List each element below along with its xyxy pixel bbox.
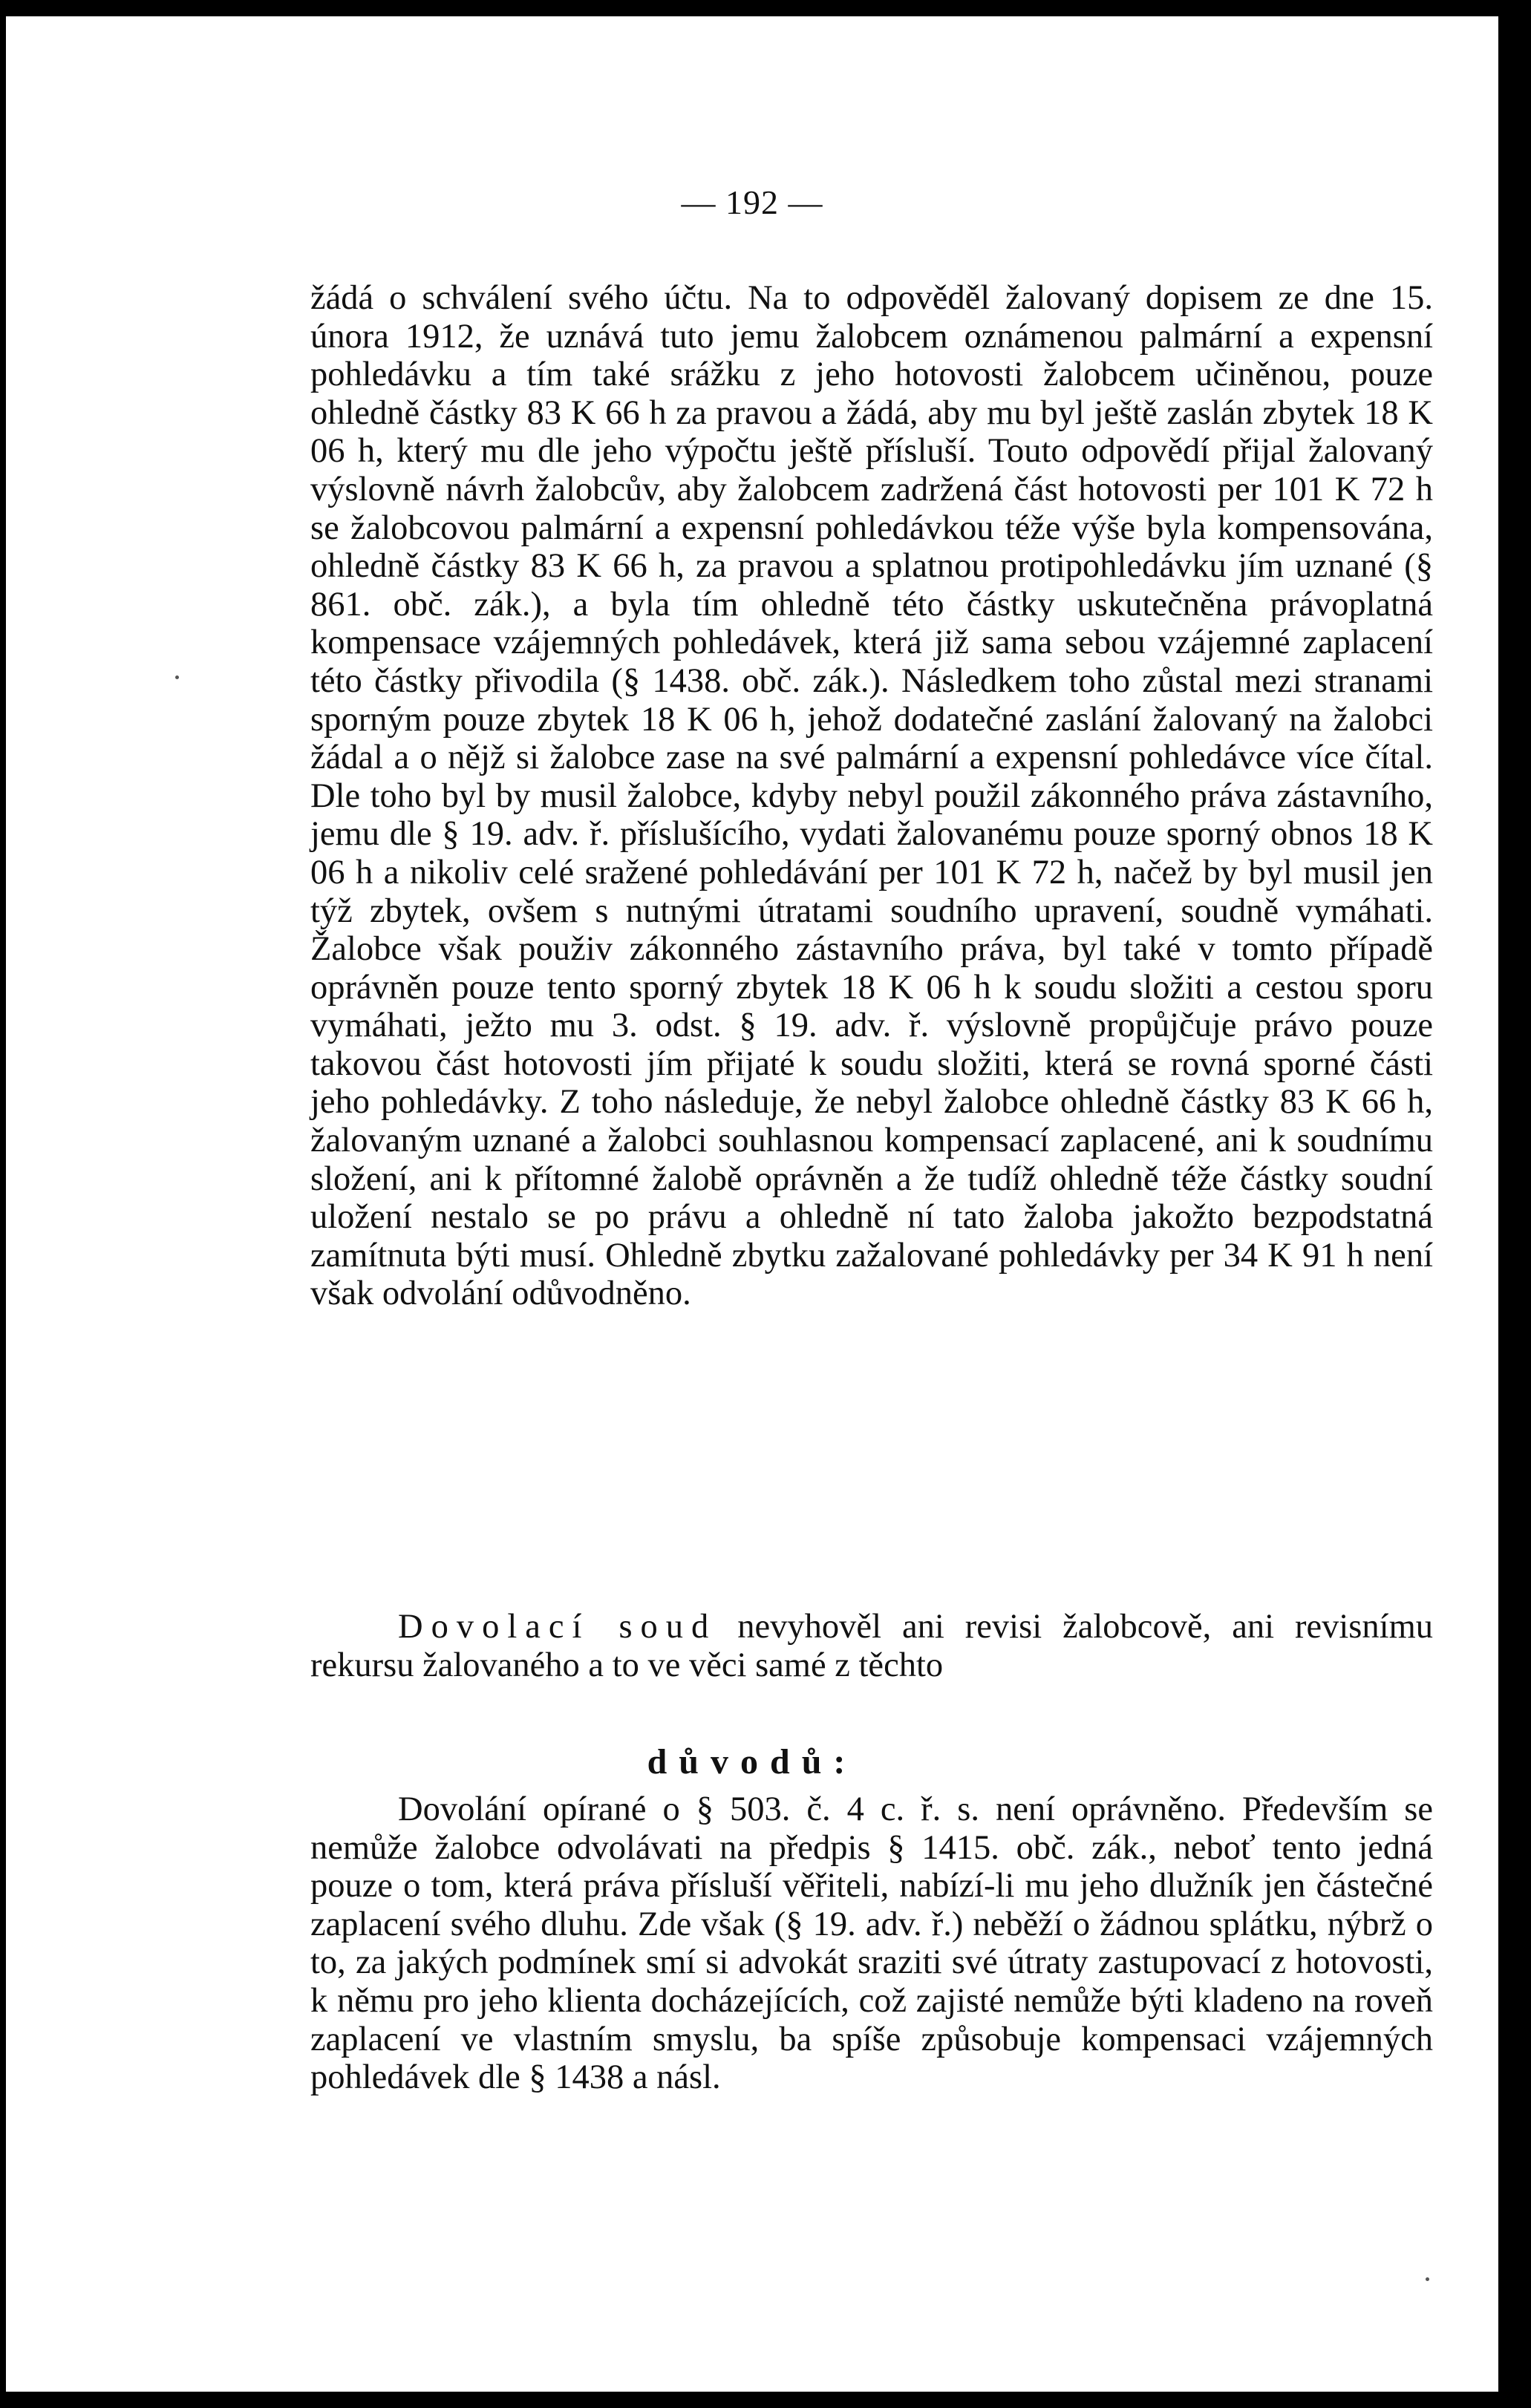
spaced-lead-text: Dovolací soud xyxy=(398,1608,717,1646)
paragraph-decision xyxy=(310,1608,1433,1684)
paragraph-continuation: žádá o schválení svého účtu. Na to odpověděl žalovaný dopisem ze dne 15. února 1912, že uznává tuto jemu žalobcem oznámenou palmární a expensní pohledávku a tím také srážku z jeho hotovosti žalobcem učiněnou, pouze ohledně částky 83 K 66 h za pravou a žádá, aby mu byl ještě zaslán zbytek 18 K 06 h, který mu dle jeho výpočtu ještě přísluší. Touto odpovědí přijal žalovaný výslovně návrh žalobcův, aby žalobcem zadržená část hotovosti per 101 K 72 h se žalobcovou palmární a expensní pohledávkou téže výše byla kompensována, ohledně částky 83 K 66 h, za pravou a splatnou protipohledávku jím uznané (§ 861. obč. zák.), a byla tím ohledně této částky uskutečněna právoplatná kompensace vzájemných pohledávek, která již sama sebou vzájemné zaplacení této částky přivodila (§ 1438. obč. zák.). Následkem toho zůstal mezi stranami sporným pouze zbytek 18 K 06 h, jehož dodatečné zaslání žalovaný na žalobci žádal a o nějž si žalobce zase na své palmární a expensní pohledávce více čítal. Dle toho byl by musil žalobce, kdyby nebyl použil zákonného práva zástavního, jemu dle § 19. adv. ř. příslušícího, vydati žalovanému pouze sporný obnos 18 K 06 h a nikoliv celé sražené pohledávání per 101 K 72 h, načež by byl musil jen týž zbytek, ovšem s nutnými útratami soudního upravení, soudně vymáhati. Žalobce však použiv zákonného zástavního práva, byl také v tomto případě oprávněn pouze tento sporný zbytek 18 K 06 h k soudu složiti a cestou sporu vymáhati, ježto mu 3. odst. § 19. adv. ř. výslovně propůjčuje právo pouze takovou část hotovosti jím přijaté k soudu složiti, která se rovná sporné části jeho pohledávky. Z toho následuje, že nebyl žalobce ohledně částky 83 K 66 h, žalovaným uznané a žalobci souhlasnou kompensací zaplacené, ani k soudnímu složení, ani k přítomné žalobě oprávněn a že tudíž ohledně téže částky soudní uložení nestalo se po právu a ohledně ní tato žaloba jakožto bezpodstatná zamítnuta býti musí. Ohledně zbytku zažalované pohledávky per 34 K 91 h není však odvolání odůvodněno. xyxy=(310,279,1433,1313)
section-heading: důvodů: xyxy=(647,1742,858,1782)
paragraph-decision-rest: nevyhověl ani revisi žalobcově, ani revisnímu rekursu žalovaného a to ve věci samé z těchto xyxy=(310,1608,1433,1684)
print-speck xyxy=(1426,2277,1429,2281)
book-page xyxy=(6,16,1498,2392)
page-number: — 192 — xyxy=(681,183,823,221)
print-speck xyxy=(175,675,179,679)
paragraph-reasons: Dovolání opírané o § 503. č. 4 c. ř. s. není oprávněno. Především se nemůže žalobce odvolávati na předpis § 1415. obč. zák., neboť tento jedná pouze o tom, která práva přísluší věřiteli, nabízí-li mu jeho dlužník jen částečné zaplacení svého dluhu. Zde však (§ 19. adv. ř.) neběží o žádnou splátku, nýbrž o to, za jakých podmínek smí si advokát sraziti své útraty zastupovací z hotovosti, k němu pro jeho klienta docházejících, což zajisté nemůže býti kladeno na roveň zaplacení ve vlastním smyslu, ba spíše způsobuje kompensaci vzájemných pohledávek dle § 1438 a násl. xyxy=(310,1790,1433,2097)
